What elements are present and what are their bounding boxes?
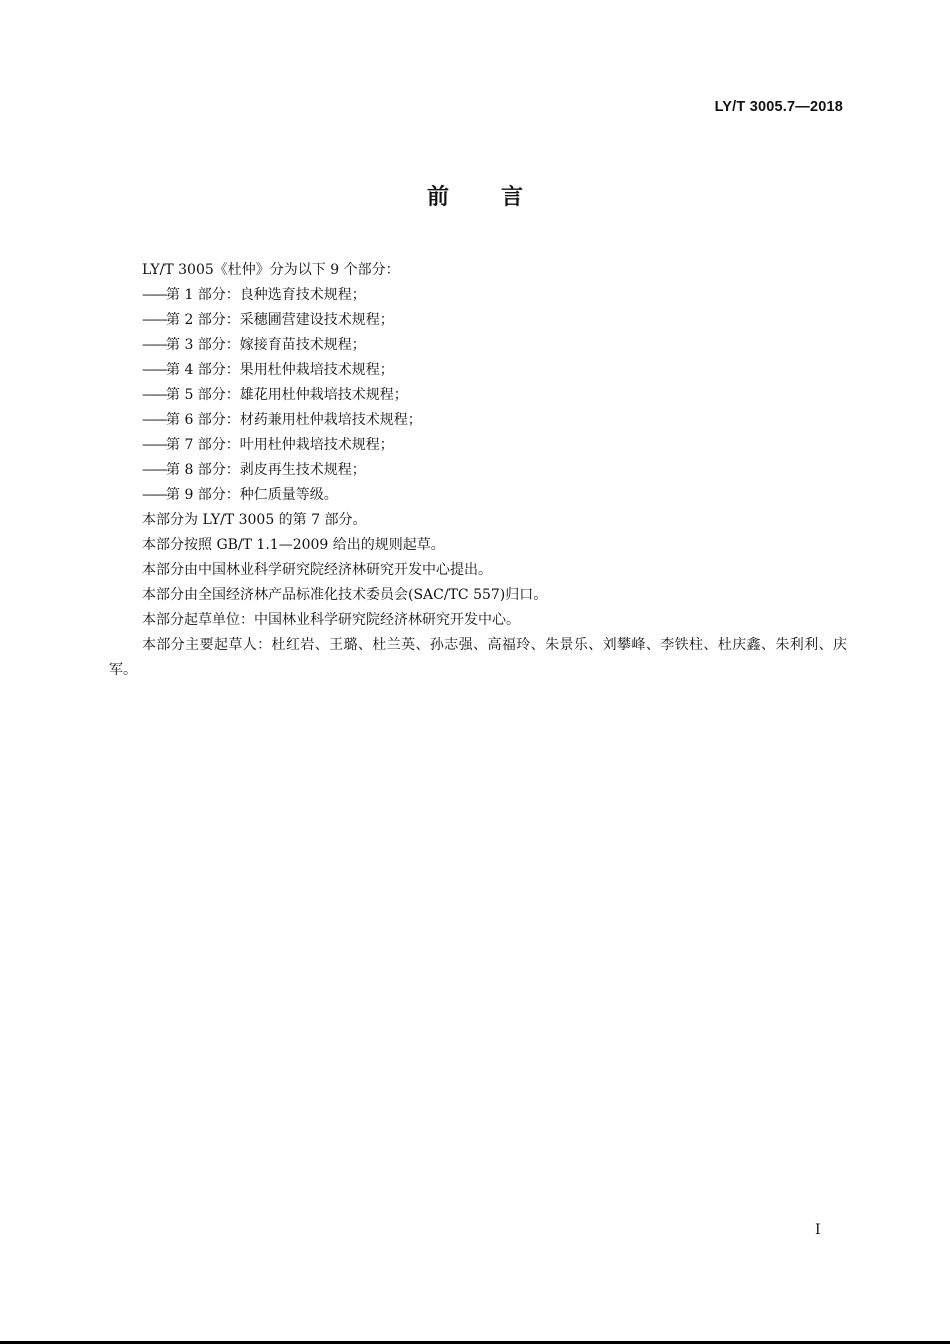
list-dash: —— <box>142 387 166 403</box>
list-item <box>109 483 847 508</box>
list-dash: —— <box>142 487 166 503</box>
standard-number: LY/T 3005.7—2018 <box>714 99 843 115</box>
foreword-body <box>109 258 847 683</box>
intro-paragraph: LY/T 3005《杜仲》分为以下 9 个部分： <box>142 262 400 278</box>
title-char-2: 言 <box>501 185 524 210</box>
parts-list <box>109 283 847 508</box>
list-item-text: 第 3 部分：嫁接育苗技术规程； <box>166 337 366 353</box>
list-dash: —— <box>142 412 166 428</box>
part-of-paragraph: 本部分为 LY/T 3005 的第 7 部分。 <box>142 512 367 528</box>
drafting-rules-paragraph: 本部分按照 GB/T 1.1—2009 给出的规则起草。 <box>142 537 445 553</box>
list-item <box>109 308 847 333</box>
list-item <box>109 283 847 308</box>
page-number: I <box>815 1222 821 1238</box>
list-dash: —— <box>142 362 166 378</box>
list-item-text: 第 1 部分：良种选育技术规程； <box>166 287 366 303</box>
list-dash: —— <box>142 312 166 328</box>
list-dash: —— <box>142 462 166 478</box>
drafters-paragraph: 本部分主要起草人：杜红岩、王璐、杜兰英、孙志强、高福玲、朱景乐、刘攀峰、李铁柱、杜庆鑫、朱利利、庆军。 <box>109 637 847 678</box>
list-item <box>109 458 847 483</box>
list-item-text: 第 5 部分：雄花用杜仲栽培技术规程； <box>166 387 408 403</box>
title-char-1: 前 <box>426 185 449 210</box>
page-title <box>0 180 950 211</box>
list-dash: —— <box>142 287 166 303</box>
list-item-text: 第 2 部分：采穗圃营建设技术规程； <box>166 312 394 328</box>
drafting-unit-paragraph: 本部分起草单位：中国林业科学研究院经济林研究开发中心。 <box>142 612 520 628</box>
list-item-text: 第 6 部分：材药兼用杜仲栽培技术规程； <box>166 412 422 428</box>
list-item <box>109 333 847 358</box>
list-item <box>109 433 847 458</box>
list-dash: —— <box>142 437 166 453</box>
list-dash: —— <box>142 337 166 353</box>
administered-by-paragraph: 本部分由全国经济林产品标准化技术委员会(SAC/TC 557)归口。 <box>142 587 548 603</box>
list-item-text: 第 4 部分：果用杜仲栽培技术规程； <box>166 362 394 378</box>
proposed-by-paragraph: 本部分由中国林业科学研究院经济林研究开发中心提出。 <box>142 562 492 578</box>
list-item-text: 第 7 部分：叶用杜仲栽培技术规程； <box>166 437 394 453</box>
list-item-text: 第 8 部分：剥皮再生技术规程； <box>166 462 366 478</box>
list-item-text: 第 9 部分：种仁质量等级。 <box>166 487 338 503</box>
list-item <box>109 358 847 383</box>
list-item <box>109 383 847 408</box>
list-item <box>109 408 847 433</box>
